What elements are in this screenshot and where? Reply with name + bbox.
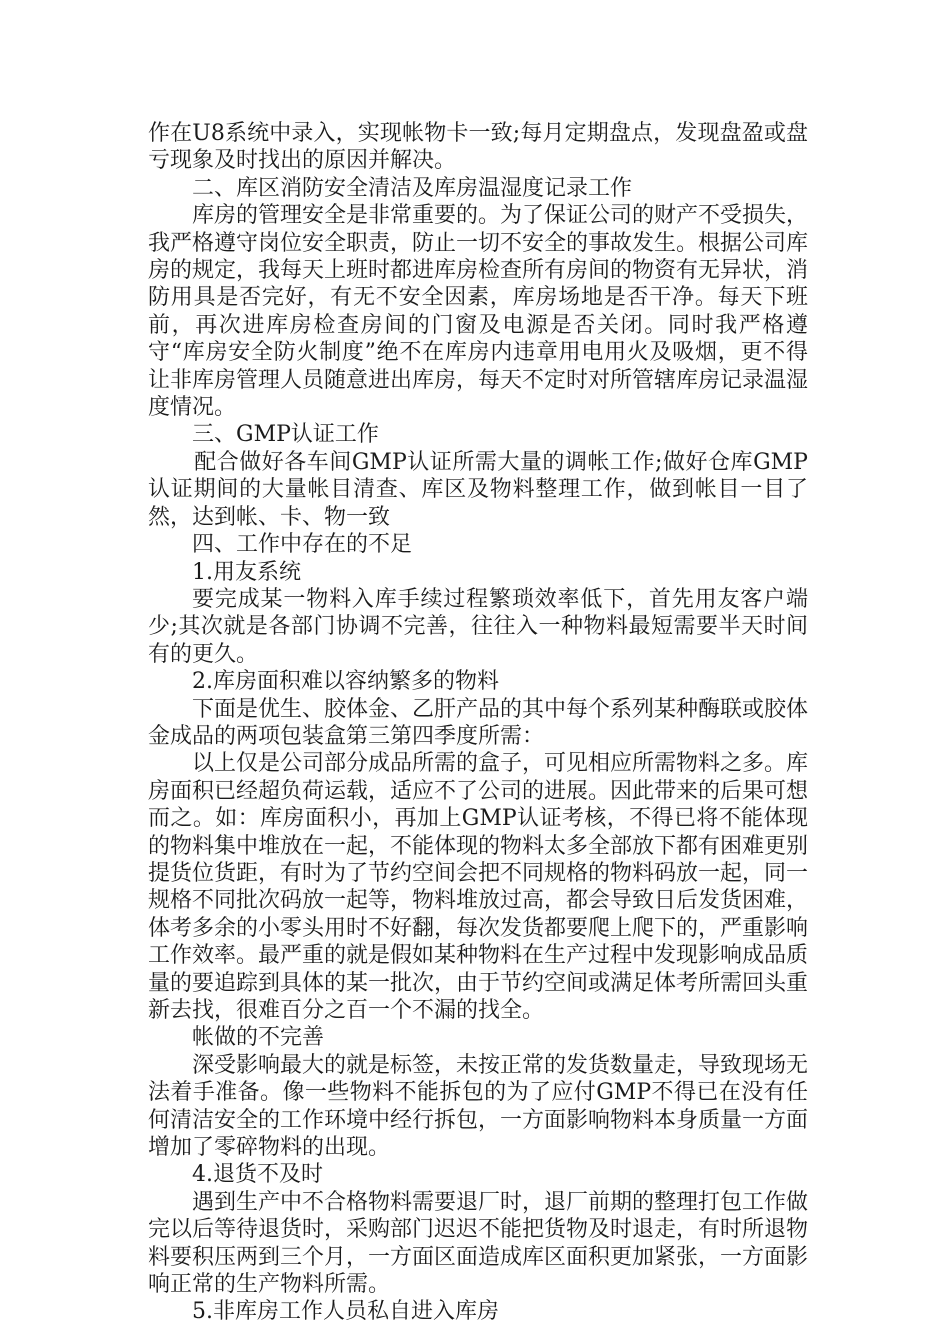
subheading-16: 5.非库房工作人员私自进入库房 bbox=[192, 1299, 499, 1325]
section-heading-2: 二、库区消防安全清洁及库房温湿度记录工作 bbox=[192, 175, 633, 201]
paragraph-15: 遇到生产中不合格物料需要退厂时，退厂前期的整理打包工作做完以后等待退货时，采购部门迟迟不能把货物及时退走，有时所退物料要积压两到三个月，一方面区面造成库区面积更加紧张，一方面影响正常的生产物料所需。 bbox=[148, 1189, 809, 1298]
paragraph-13: 深受影响最大的就是标签，未按正常的发货数量走，导致现场无法着手准备。像一些物料不能拆包的为了应付GMP不得已在没有任何清洁安全的工作环境中经行拆包，一方面影响物料本身质量一方面增加了零碎物料的出现。 bbox=[148, 1052, 809, 1161]
subheading-12: 帐做的不完善 bbox=[192, 1025, 325, 1051]
paragraph-10: 下面是优生、胶体金、乙肝产品的其中每个系列某种酶联或胶体金成品的两项包装盒第三第四季度所需： bbox=[148, 696, 809, 749]
section-heading-6: 四、工作中存在的不足 bbox=[192, 532, 413, 558]
paragraph-3: 库房的管理安全是非常重要的。为了保证公司的财产不受损失，我严格遵守岗位安全职责，防止一切不安全的事故发生。根据公司库房的规定，我每天上班时都进库房检查所有房间的物资有无异状，消防用具是否完好，有无不安全因素，库房场地是否干净。每天下班前，再次进库房检查房间的门窗及电源是否关闭。同时我严格遵守“库房安全防火制度”绝不在库房内违章用电用火及吸烟，更不得让非库房管理人员随意进出库房，每天不定时对所管辖库房记录温湿度情况。 bbox=[148, 203, 809, 421]
section-heading-4: 三、GMP认证工作 bbox=[192, 422, 379, 448]
document-body bbox=[148, 120, 808, 1326]
paragraph-5: 配合做好各车间GMP认证所需大量的调帐工作;做好仓库GMP认证期间的大量帐目清查、库区及物料整理工作，做到帐目一目了然，达到帐、卡、物一致 bbox=[148, 449, 808, 530]
paragraph-11: 以上仅是公司部分成品所需的盒子，可见相应所需物料之多。库房面积已经超负荷运载，适应不了公司的进展。因此带来的后果可想而之。如：库房面积小，再加上GMP认证考核，不得已将不能体现的物料集中堆放在一起，不能体现的物料太多全部放下都有困难更别提货位货距，有时为了节约空间会把不同规格的物料码放一起，同一规格不同批次码放一起等，物料堆放过高，都会导致日后发货困难，体考多余的小零头用时不好翻，每次发货都要爬上爬下的，严重影响工作效率。最严重的就是假如某种物料在生产过程中发现影响成品质量的要追踪到具体的某一批次，由于节约空间或满足体考所需回头重新去找，很难百分之百一个不漏的找全。 bbox=[148, 751, 809, 1023]
paragraph-1: 作在U8系统中录入，实现帐物卡一致;每月定期盘点，发现盘盈或盘亏现象及时找出的原因并解决。 bbox=[148, 121, 808, 174]
subheading-9: 2.库房面积难以容纳繁多的物料 bbox=[192, 669, 499, 695]
subheading-7: 1.用友系统 bbox=[192, 559, 301, 585]
paragraph-8: 要完成某一物料入库手续过程繁琐效率低下，首先用友客户端少;其次就是各部门协调不完善，往往入一种物料最短需要半天时间有的更久。 bbox=[148, 586, 808, 667]
subheading-14: 4.退货不及时 bbox=[192, 1162, 323, 1188]
